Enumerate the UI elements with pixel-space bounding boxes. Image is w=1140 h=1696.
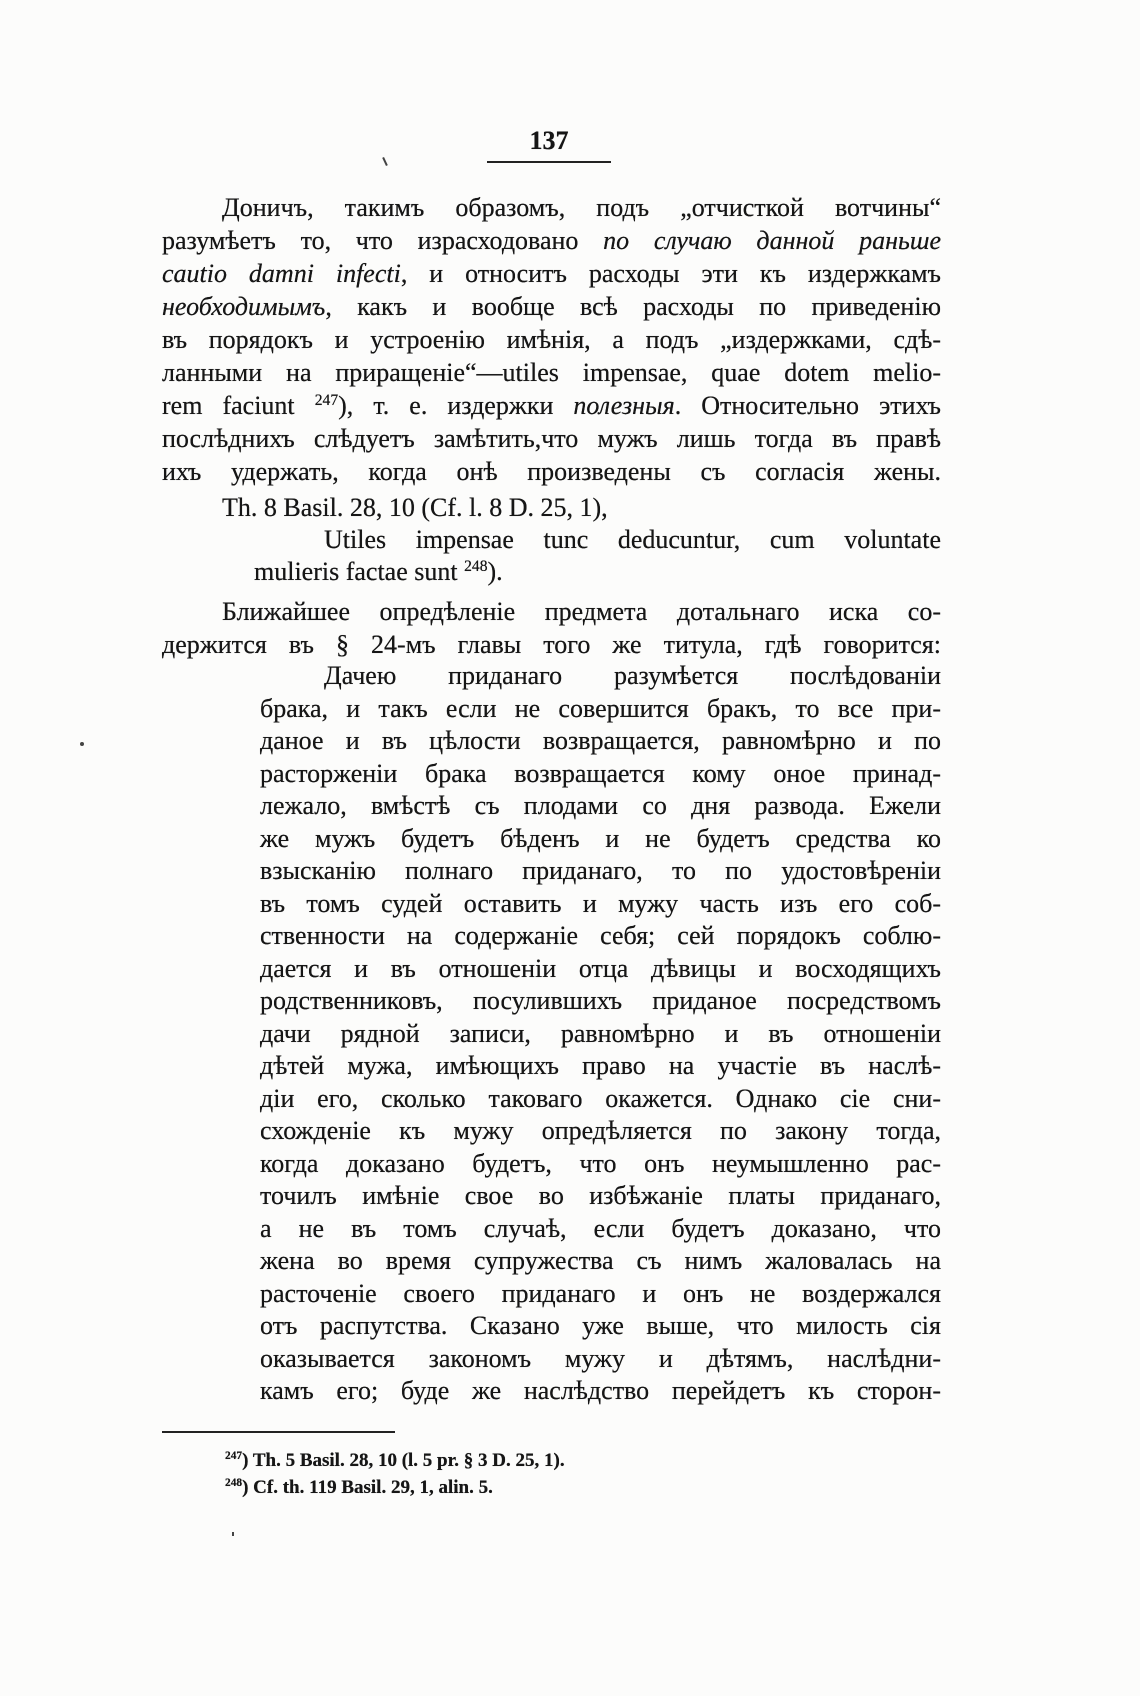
text-line: Ближайшее опредѣленіе предмета дотальнаго иска со- xyxy=(222,597,941,626)
scan-speck xyxy=(232,1532,234,1536)
quote-line: даное и въ цѣлости возвращается, равномѣрно и по xyxy=(260,726,941,755)
page-number-rule xyxy=(487,161,611,163)
quote-line: камъ его; буде же наслѣдство перейдетъ къ сторон- xyxy=(260,1376,941,1405)
footnote-ref: 248 xyxy=(464,557,488,575)
footnote-mark: 247 xyxy=(225,1450,243,1463)
scan-speck xyxy=(382,157,388,166)
text-run: разумѣетъ то, что израсходовано xyxy=(162,226,604,255)
text-line: послѣднихъ слѣдуетъ замѣтить,что мужъ лишь тогда въ правѣ xyxy=(162,424,941,453)
quote-line: діи его, сколько таковаго окажется. Однако сіе сни- xyxy=(260,1083,941,1113)
italic-run: cautio damni infecti xyxy=(162,259,401,288)
text-line: въ порядокъ и устроенію имѣнія, а подъ „издержками, сдѣ- xyxy=(162,325,941,354)
quote-line: дѣтей мужа, имѣющихъ право на участіе въ наслѣ- xyxy=(260,1051,941,1080)
paragraph-1 xyxy=(162,191,941,488)
quote-line: лежало, вмѣстѣ съ плодами со дня развода. Ежели xyxy=(260,791,941,820)
text-line: ихъ удержать, когда онѣ произведены съ согласія жены. xyxy=(162,457,941,486)
footnote-rule xyxy=(162,1431,395,1433)
footnote xyxy=(225,1474,925,1501)
footnotes xyxy=(225,1447,925,1501)
quote-line: дается и въ отношеніи отца дѣвицы и восходящихъ xyxy=(260,953,941,983)
quote-line: ственности на содержаніе себя; сей порядокъ соблю- xyxy=(260,921,941,950)
footnote-text: ) Th. 5 Basil. 28, 10 (l. 5 pr. § 3 D. 25, 1). xyxy=(242,1450,565,1471)
italic-run: необходимымъ xyxy=(162,292,326,321)
text-line: Доничъ, такимъ образомъ, подъ „отчисткой вотчины“ xyxy=(222,193,941,222)
quote-line: расторженіи брака возвращается кому оное принад- xyxy=(260,758,941,788)
quote-line: жена во время супружества съ нимъ жаловалась на xyxy=(260,1246,941,1275)
text-run: , и относитъ расходы эти къ издержкамъ xyxy=(400,259,941,288)
text-run: mulieris factae sunt xyxy=(254,557,465,586)
text-line xyxy=(162,257,941,290)
quote-line: а не въ томъ случаѣ, если будетъ доказано, что xyxy=(260,1213,941,1243)
quote-line: брака, и такъ если не совершится бракъ, то все при- xyxy=(260,693,941,723)
citation xyxy=(162,492,941,588)
footnote xyxy=(225,1447,925,1474)
scan-speck xyxy=(80,742,84,746)
quote-line: схожденіе къ мужу опредѣляется по закону тогда, xyxy=(260,1116,941,1145)
quote-line: отъ распутства. Сказано уже выше, что милость сія xyxy=(260,1311,941,1340)
quote-line: въ томъ судей оставить и мужу часть изъ его соб- xyxy=(260,888,941,918)
quote-line: Дачею приданаго разумѣется послѣдованіи xyxy=(324,661,941,690)
footnote-text: ) Cf. th. 119 Basil. 29, 1, alin. 5. xyxy=(242,1477,493,1498)
text-line xyxy=(162,556,941,588)
italic-run: полезныя xyxy=(573,391,675,420)
text-run: ). xyxy=(487,557,503,586)
quote-line: расточеніе своего приданаго и онъ не воздержался xyxy=(260,1278,941,1308)
text-line: держится въ § 24-мъ главы того же титула, гдѣ говорится: xyxy=(162,630,941,659)
text-line xyxy=(162,224,941,257)
quote-line: оказывается закономъ мужу и дѣтямъ, наслѣдни- xyxy=(260,1343,941,1373)
citation-source: Th. 8 Basil. 28, 10 (Cf. l. 8 D. 25, 1), xyxy=(222,493,608,522)
quote-line: точилъ имѣніе свое во избѣжаніе платы приданаго, xyxy=(260,1181,941,1210)
paragraph-2 xyxy=(162,595,941,661)
page-number: 137 xyxy=(529,126,569,155)
footnote-ref: 247 xyxy=(314,391,339,409)
text-line: ланными на приращеніе“—utiles impensae, quae dotem melio- xyxy=(162,358,941,387)
footnote-mark: 248 xyxy=(225,1477,243,1490)
text-line: Utiles impensae tunc deducuntur, cum voluntate xyxy=(324,525,941,554)
text-line xyxy=(162,290,941,323)
text-run: rem faciunt xyxy=(162,391,315,420)
quote-line: же мужъ будетъ бѣденъ и не будетъ средства ко xyxy=(260,823,941,853)
italic-run: по случаю данной раньше xyxy=(603,226,941,255)
quote-line: когда доказано будетъ, что онъ неумышленно рас- xyxy=(260,1148,941,1178)
text-run: , какъ и вообще всѣ расходы по приведенію xyxy=(325,292,941,321)
block-quote xyxy=(260,660,941,1408)
quote-line: родственниковъ, посулившихъ приданое посредствомъ xyxy=(260,986,941,1015)
text-run: ), т. е. издержки xyxy=(338,391,574,420)
text-run: . Относительно этихъ xyxy=(674,391,941,420)
quote-line: дачи рядной записи, равномѣрно и въ отношеніи xyxy=(260,1018,941,1048)
quote-line: взысканію полнаго приданаго, то по удостовѣреніи xyxy=(260,856,941,885)
text-line xyxy=(162,389,941,422)
